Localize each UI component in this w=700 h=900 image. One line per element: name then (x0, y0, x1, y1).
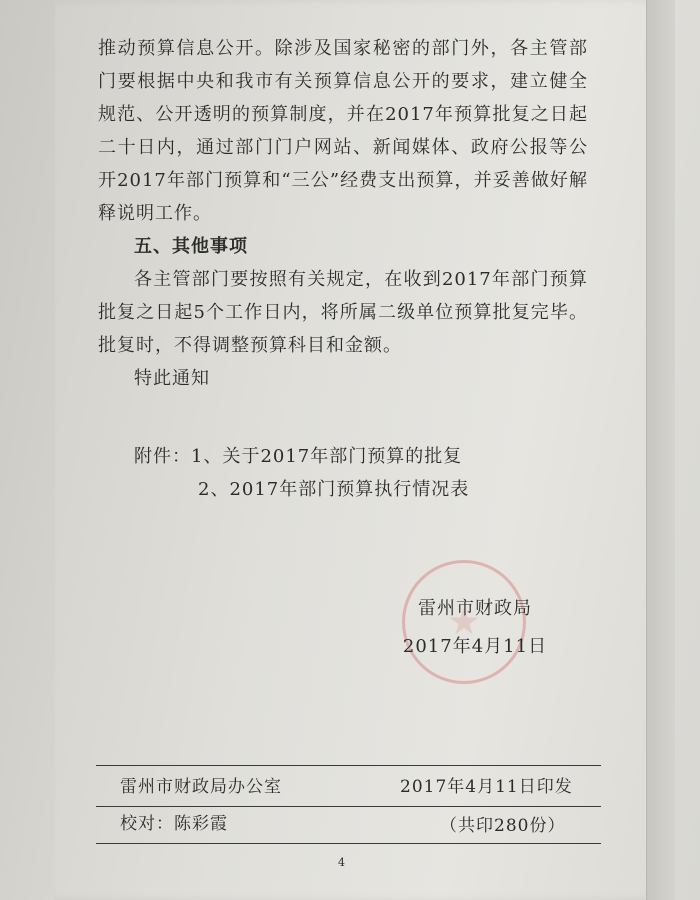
attachment-item-1: 附件：1、关于2017年部门预算的批复 (134, 446, 463, 467)
notice-text: 特此通知 (134, 368, 210, 389)
paragraph-other-matters: 各主管部门要按照有关规定，在收到2017年部门预算批复之日起5个工作日内，将所属二级单位预算批复完毕。批复时，不得调整预算科目和金额。 (98, 269, 588, 356)
footer-divider-middle (96, 806, 601, 807)
page-edge (646, 0, 675, 900)
signature-block (385, 590, 565, 666)
issuing-organization: 雷州市财政局 (418, 598, 532, 619)
attachments-list (134, 440, 469, 506)
attachment-item-2: 2、2017年部门预算执行情况表 (198, 479, 470, 500)
signature-date: 2017年4月11日 (402, 636, 548, 657)
footer-office: 雷州市财政局办公室 (120, 777, 282, 797)
paragraph-budget-disclosure: 推动预算信息公开。除涉及国家秘密的部门外，各主管部门要根据中央和我市有关预算信息公开的要求，建立健全规范、公开透明的预算制度，并在2017年预算批复之日起二十日内，通过部门门户网站、新闻媒体、政府公报等公开2017年部门预算和“三公”经费支出预算，并妥善做好解释说明工作。 (98, 38, 588, 224)
document-body (98, 32, 588, 395)
footer-divider-top (96, 765, 601, 766)
footer-divider-bottom (96, 843, 601, 844)
footer-proofreader: 校对：陈彩霞 (120, 814, 228, 834)
page-number: 4 (338, 856, 345, 869)
section-heading: 五、其他事项 (134, 236, 248, 257)
footer-copies: （共印280份） (440, 816, 566, 836)
footer-issue-date: 2017年4月11日印发 (400, 777, 573, 797)
